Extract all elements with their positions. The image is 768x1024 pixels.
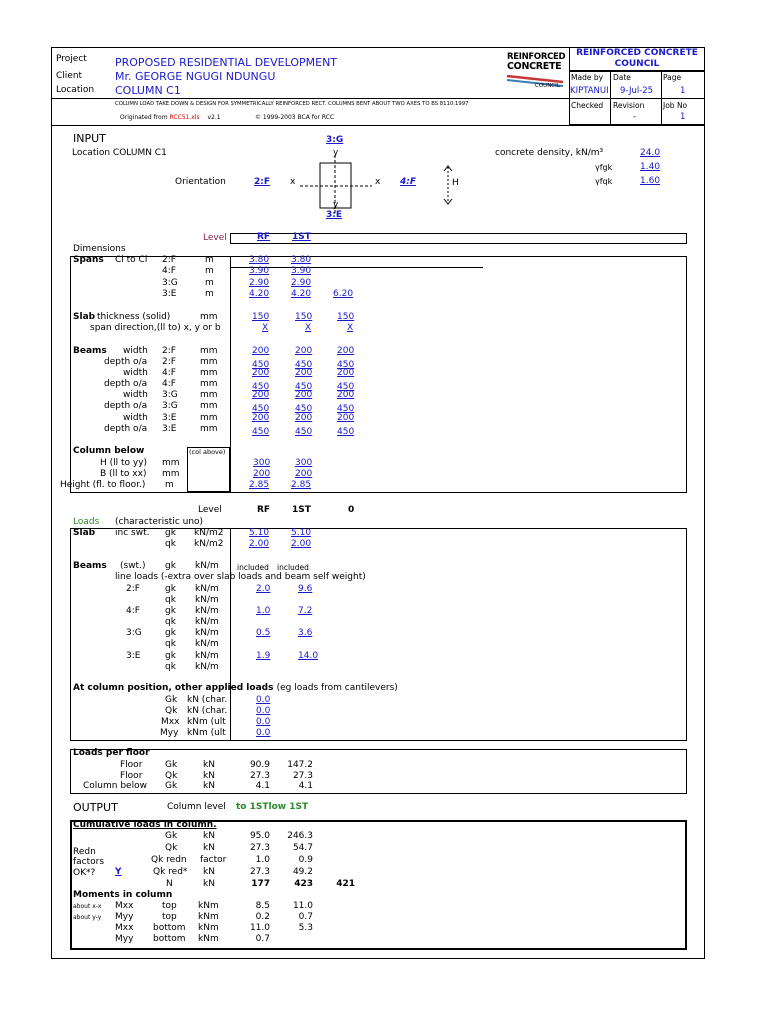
line-load-gk2[interactable]: 9.6 [298,584,313,594]
moment-unit: kNm [198,901,219,911]
span-dir-2[interactable]: X [305,323,312,333]
beam-unit: mm [200,368,218,378]
applied-value[interactable]: 0.0 [256,706,271,716]
loads-level-rf: RF [257,505,271,515]
qkredn-label: Qk redn [151,855,187,865]
per-floor-title: Loads per floor [73,748,150,758]
beam-value[interactable]: 450 [295,382,313,392]
project-label: Project [56,54,87,64]
line-load-gk[interactable]: 1.0 [256,606,271,616]
beam-value[interactable]: 450 [295,427,313,437]
made-by-label: Made by [571,73,604,82]
moment-unit: kNm [198,912,219,922]
beam-value[interactable]: 200 [252,346,270,356]
line-load-grid: 4:F [126,606,140,616]
made-by-value: KIPTANUI [570,86,609,96]
input-title: INPUT [73,132,106,145]
out-gk-label: Gk [165,831,178,841]
grid-top-link[interactable]: 3:G [326,135,344,145]
moment-type: Myy [115,934,134,944]
n-1: 177 [251,879,270,889]
moment-type: Myy [115,912,134,922]
slab-thk-label: thickness (solid) [97,312,171,322]
dimensions-title: Dimensions [73,244,126,254]
beam-value[interactable]: 450 [252,360,270,370]
applied-unit: kN (char. [187,695,228,705]
loads-title: Loads [73,517,100,527]
client-label: Client [56,71,83,81]
qkred-2: 49.2 [292,867,313,877]
beam-unit: mm [200,357,218,367]
loads-box [70,528,687,741]
beam-grid: 4:F [162,368,176,378]
level-1st[interactable]: 1ST [292,232,311,242]
col-h-1[interactable]: 300 [253,458,271,468]
qkred-1: 27.3 [249,867,270,877]
line-load-unit: kN/m [195,606,219,616]
loads-slab-qk-1[interactable]: 2.00 [249,539,270,549]
col-b-label: B (ll to xx) [100,469,147,479]
out-gk-2: 246.3 [287,831,313,841]
beam-value[interactable]: 450 [252,427,270,437]
per-floor-value: 4.1 [298,781,313,791]
rcc-logo: REINFORCED CONCRETE COUNCIL [507,52,566,89]
col-b-1[interactable]: 200 [253,469,271,479]
loads-slab-qk-2[interactable]: 2.00 [291,539,312,549]
density-value[interactable]: 24.0 [640,148,661,158]
loads-slab-gk: gk [165,528,176,538]
gamma-fqk-value[interactable]: 1.60 [640,176,661,186]
span-value[interactable]: 3.90 [291,266,312,276]
moments-title: Moments in column [73,890,173,900]
beam-unit: mm [200,424,218,434]
per-floor-unit: kN [203,781,215,791]
per-floor-value: 4.1 [255,781,270,791]
span-value[interactable]: 6.20 [333,289,354,299]
per-floor-type: Qk [165,771,178,781]
page-value: 1 [680,86,686,96]
applied-value[interactable]: 0.0 [256,717,271,727]
beam-value[interactable]: 450 [295,360,313,370]
beam-value[interactable]: 450 [337,404,355,414]
line-load-qk-label: qk [165,639,176,649]
slab-thk-2[interactable]: 150 [295,312,313,322]
moment-type: Mxx [115,923,134,933]
per-floor-value: 27.3 [292,771,313,781]
col-ht-1[interactable]: 2.85 [249,480,270,490]
loads-slab-inc: inc swt. [115,528,150,538]
beam-label: depth o/a [104,424,148,434]
beam-value[interactable]: 200 [252,368,270,378]
loads-beams-unit: kN/m [195,561,219,571]
applied-label: Mxx [161,717,180,727]
factors-label: factors [73,857,105,867]
span-grid: 3:G [162,278,178,288]
per-floor-label: Floor [120,771,143,781]
line-load-gk2[interactable]: 7.2 [298,606,313,616]
grid-bottom-link[interactable]: 3:E [326,210,343,220]
moment-value: 8.5 [255,901,270,911]
per-floor-label: Column below [83,781,147,791]
revision-label: Revision [613,101,645,110]
loads-slab-qk: qk [165,539,176,549]
slab-thk-1[interactable]: 150 [252,312,270,322]
level-rf[interactable]: RF [257,232,271,242]
line-load-unit: kN/m [195,639,219,649]
gamma-fgk-value[interactable]: 1.40 [640,162,661,172]
n-2: 423 [294,879,313,889]
beam-value[interactable]: 450 [337,382,355,392]
axis-y-top: y [333,148,339,158]
beam-value[interactable]: 450 [337,360,355,370]
moment-type: Mxx [115,901,134,911]
council-title: REINFORCED CONCRETE COUNCIL [576,48,698,69]
loads-slab-label: Slab [73,528,96,538]
beam-grid: 3:G [162,401,178,411]
project-value: PROPOSED RESIDENTIAL DEVELOPMENT [115,56,338,69]
beam-label: width [123,390,148,400]
per-floor-value: 147.2 [287,760,313,770]
beam-value[interactable]: 200 [337,368,355,378]
gamma-fqk-label: γfqk [595,177,613,186]
column-section-diagram [290,155,380,215]
beam-label: depth o/a [104,357,148,367]
loads-beams-label: Beams [73,561,107,571]
beams-label: Beams [73,346,107,356]
col-level-label: Column level [167,802,226,812]
qkred-label: Qk red* [153,867,188,877]
page-label: Page [663,73,682,82]
beam-grid: 3:E [162,424,177,434]
job-value: 1 [680,112,686,122]
moment-value: 11.0 [249,923,270,933]
line-load-grid: 3:E [126,651,141,661]
out-qk-label: Qk [165,843,178,853]
spans-sub: Cl to Cl [115,255,148,265]
applied-label: Gk [165,695,178,705]
line-load-grid: 3:G [126,628,142,638]
col-ht-2[interactable]: 2.85 [291,480,312,490]
loads-slab-gk-2[interactable]: 5.10 [291,528,312,538]
applied-title: At column position, other applied loads (eg loads from cantilevers) [73,683,398,693]
line-load-unit: kN/m [195,651,219,661]
about-xx: about x-x [73,903,102,910]
span-unit: m [205,289,214,299]
orientation-label: Orientation [175,177,226,187]
moment-value: 11.0 [292,901,313,911]
beam-label: width [123,368,148,378]
ok-label: OK*? [73,868,96,878]
loads-beams-gk: gk [165,561,176,571]
beam-label: width [123,346,148,356]
gamma-fgk-label: γfgk [595,163,613,172]
grid-left-link[interactable]: 2:F [254,177,271,187]
beam-label: width [123,413,148,423]
col-h-label: H (ll to yy) [100,458,148,468]
line-load-gk2[interactable]: 14.0 [298,651,319,661]
originated-label: Originated from RCC51.xls v2.1 [120,114,221,121]
slab-thk-3[interactable]: 150 [337,312,355,322]
beam-value[interactable]: 200 [337,346,355,356]
qkredn-2: 0.9 [298,855,313,865]
beam-grid: 2:F [162,357,176,367]
job-label: Job No [663,101,688,110]
span-dir-1[interactable]: X [262,323,269,333]
moment-value: 0.7 [255,934,270,944]
moment-value: 5.3 [298,923,313,933]
beam-grid: 3:E [162,413,177,423]
beam-grid: 3:G [162,390,178,400]
span-grid: 2:F [162,255,176,265]
span-grid: 4:F [162,266,176,276]
moment-value: 0.7 [298,912,313,922]
beam-unit: mm [200,413,218,423]
applied-label: Myy [160,728,179,738]
beam-value[interactable]: 200 [252,413,270,423]
per-floor-type: Gk [165,781,178,791]
line-load-gk-label: gk [165,628,176,638]
per-floor-unit: kN [203,771,215,781]
span-value[interactable]: 4.20 [249,289,270,299]
beam-value[interactable]: 200 [337,413,355,423]
beam-unit: mm [200,346,218,356]
col-h-2[interactable]: 300 [295,458,313,468]
span-unit: m [205,266,214,276]
applied-label: Qk [165,706,178,716]
per-floor-box [70,749,687,794]
ok-value[interactable]: Y [115,867,122,877]
slab-label: Slab [73,312,96,322]
loads-beams-included-2: included [277,563,309,572]
line-load-gk[interactable]: 1.9 [256,651,271,661]
line-load-unit: kN/m [195,617,219,627]
loads-slab-unit2: kN/m2 [194,539,224,549]
per-floor-value: 90.9 [249,760,270,770]
loads-level-label: Level [198,505,222,515]
moment-unit: kNm [198,934,219,944]
out-qk-1: 27.3 [249,843,270,853]
beam-unit: mm [200,401,218,411]
line-load-unit: kN/m [195,662,219,672]
span-unit: m [205,278,214,288]
line-load-unit: kN/m [195,584,219,594]
out-qk-2: 54.7 [292,843,313,853]
axis-y-bottom: y [333,200,339,210]
moment-position: top [162,912,177,922]
loads-level-0: 0 [348,505,355,515]
line-load-grid: 2:F [126,584,140,594]
redn-label: Redn [73,847,96,857]
axis-x-left: x [290,177,296,187]
beam-value[interactable]: 450 [252,404,270,414]
out-qk-unit: kN [203,843,215,853]
location-label: Location [56,85,95,95]
description: COLUMN LOAD TAKE DOWN & DESIGN FOR SYMMETRICALLY REINFORCED RECT. COLUMNS BENT ABOUT TWO AXES TO BS 8110:1997 [115,101,469,107]
client-value: Mr. GEORGE NGUGI NDUNGU [115,70,276,83]
cum-title: Cumulative loads in column. [73,820,217,830]
level-label: Level [203,233,227,243]
applied-unit: kNm (ult [187,717,226,727]
col-below-label: Column below [73,446,145,456]
moment-unit: kNm [198,923,219,933]
copyright: © 1999-2003 BCA for RCC [255,114,335,121]
moment-value: 0.2 [255,912,270,922]
out-gk-unit: kN [203,831,215,841]
beam-value[interactable]: 200 [295,413,313,423]
span-value[interactable]: 4.20 [291,289,312,299]
col-above-note: (col above) [189,448,226,456]
out-gk-1: 95.0 [249,831,270,841]
line-load-gk-label: gk [165,584,176,594]
applied-unit: kN (char. [187,706,228,716]
span-value[interactable]: 2.90 [291,278,312,288]
date-label: Date [613,73,631,82]
checked-label: Checked [571,101,604,110]
loads-slab-unit1: kN/m2 [194,528,224,538]
beam-grid: 4:F [162,379,176,389]
qkredn-unit: factor [200,855,227,865]
grid-right-link[interactable]: 4:F [400,177,417,187]
span-value[interactable]: 3.80 [291,255,312,265]
location-text: Location COLUMN C1 [72,148,167,158]
beam-value[interactable]: 200 [295,390,313,400]
qkred-unit: kN [203,867,215,877]
beam-value[interactable]: 450 [252,382,270,392]
n-3: 421 [336,879,355,889]
about-yy: about y-y [73,914,102,921]
axis-x-right: x [375,177,381,187]
beam-label: depth o/a [104,401,148,411]
beam-value[interactable]: 200 [295,368,313,378]
per-floor-type: Gk [165,760,178,770]
col-b-unit: mm [162,469,180,479]
line-load-unit: kN/m [195,628,219,638]
span-value[interactable]: 3.80 [249,255,270,265]
spans-label: Spans [73,255,104,265]
applied-value[interactable]: 0.0 [256,728,271,738]
beam-value[interactable]: 450 [337,427,355,437]
beam-unit: mm [200,379,218,389]
line-load-qk-label: qk [165,662,176,672]
line-load-qk-label: qk [165,617,176,627]
moment-position: bottom [153,934,186,944]
col-level-value: to 1STlow 1ST [236,802,309,812]
span-value[interactable]: 3.90 [249,266,270,276]
applied-value[interactable]: 0.0 [256,695,271,705]
output-title: OUTPUT [73,801,118,814]
line-load-unit: kN/m [195,595,219,605]
span-dir-label: span direction,(ll to) x, y or b [90,323,221,333]
per-floor-value: 27.3 [249,771,270,781]
applied-unit: kNm (ult [187,728,226,738]
per-floor-label: Floor [120,760,143,770]
qkredn-1: 1.0 [255,855,270,865]
loads-beams-included-1: included [237,563,269,572]
col-ht-unit: m [165,480,174,490]
line-load-gk[interactable]: 2.0 [256,584,271,594]
beam-value[interactable]: 200 [337,390,355,400]
line-load-gk[interactable]: 0.5 [256,628,271,638]
loads-beams-swt: (swt.) [120,561,146,571]
col-ht-label: Height (fl. to floor.) [60,480,146,490]
beam-label: depth o/a [104,379,148,389]
span-value[interactable]: 2.90 [249,278,270,288]
n-label: N [166,879,173,889]
beam-value[interactable]: 200 [252,390,270,400]
col-b-2[interactable]: 200 [295,469,313,479]
beam-unit: mm [200,390,218,400]
span-unit: m [205,255,214,265]
line-load-gk-label: gk [165,606,176,616]
loads-level-1st: 1ST [292,505,311,515]
date-value: 9-Jul-25 [620,86,654,96]
slab-thk-unit: mm [200,312,218,322]
moment-position: bottom [153,923,186,933]
line-load-qk-label: qk [165,595,176,605]
location-value: COLUMN C1 [115,84,181,97]
per-floor-unit: kN [203,760,215,770]
span-dir-3[interactable]: X [347,323,354,333]
moment-position: top [162,901,177,911]
density-label: concrete density, kN/m³ [495,148,604,158]
col-h-unit: mm [162,458,180,468]
loads-slab-gk-1[interactable]: 5.10 [249,528,270,538]
n-unit: kN [203,879,215,889]
line-load-gk-label: gk [165,651,176,661]
beam-value[interactable]: 200 [295,346,313,356]
loads-note: (characteristic uno) [115,517,204,527]
beam-value[interactable]: 450 [295,404,313,414]
revision-value: - [633,112,637,122]
beam-grid: 2:F [162,346,176,356]
line-load-gk2[interactable]: 3.6 [298,628,313,638]
span-grid: 3:E [162,289,177,299]
axis-h: H [452,178,459,188]
line-loads-note: line loads (-extra over slab loads and beam self weight) [115,572,366,582]
